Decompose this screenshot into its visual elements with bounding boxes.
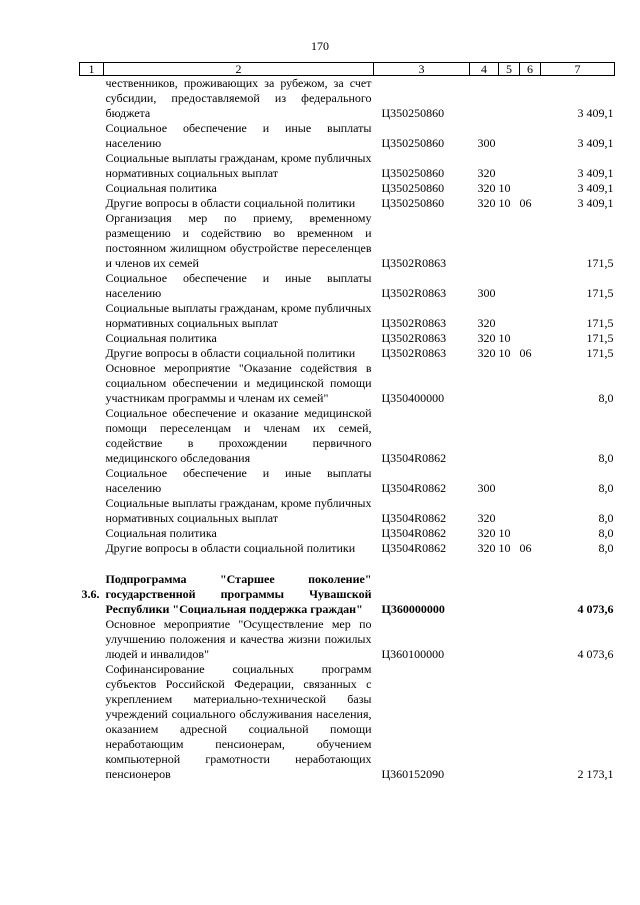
row-number <box>80 466 104 496</box>
table-row <box>80 662 615 782</box>
row-section: 10 <box>498 181 511 195</box>
row-amount: 3 409,1 <box>577 136 614 150</box>
row-description: Другие вопросы в области социальной политики <box>105 541 356 555</box>
column-header-2: 2 <box>104 63 374 76</box>
table-row <box>80 196 615 211</box>
row-amount: 3 409,1 <box>577 106 614 120</box>
row-expense-type: 320 <box>477 526 496 540</box>
table-row <box>80 151 615 181</box>
table-row <box>80 496 615 526</box>
row-expense-type: 320 <box>477 346 496 360</box>
row-expense-type: 320 <box>477 196 496 210</box>
row-code: Ц3504R0862 <box>381 541 447 555</box>
row-section: 10 <box>498 346 511 360</box>
section-spacer <box>80 556 615 572</box>
table-row <box>80 271 615 301</box>
row-code: Ц350400000 <box>381 391 445 405</box>
table-header-row <box>80 63 615 76</box>
row-section <box>499 211 520 271</box>
row-subsection <box>520 181 541 196</box>
row-number <box>80 76 104 122</box>
row-section <box>499 271 520 301</box>
row-code: Ц3502R0863 <box>381 346 447 360</box>
row-expense-type <box>470 662 499 782</box>
row-number <box>80 331 104 346</box>
row-section <box>499 151 520 181</box>
row-description: Социальное обеспечение и иные выплаты населению <box>105 466 372 495</box>
row-subsection <box>520 526 541 541</box>
row-subsection <box>520 331 541 346</box>
row-description: Социальное обеспечение и оказание медицинской помощи переселенцам и членам их семей, содействие в прохождении первичного медицинского обследования <box>105 406 372 465</box>
row-code: Ц350250860 <box>381 106 445 120</box>
row-description: Социальная политика <box>105 331 217 345</box>
row-code: Ц3502R0863 <box>381 331 447 345</box>
row-subsection <box>520 301 541 331</box>
table-row <box>80 301 615 331</box>
row-section <box>499 572 520 617</box>
row-subsection <box>520 572 541 617</box>
row-amount: 8,0 <box>598 541 614 555</box>
row-expense-type: 320 <box>477 511 496 525</box>
row-expense-type <box>470 406 499 466</box>
column-header-3: 3 <box>374 63 470 76</box>
row-code: Ц3504R0862 <box>381 451 447 465</box>
row-amount: 171,5 <box>586 286 614 300</box>
row-description: Основное мероприятие "Оказание содействия в социальном обеспечении и медицинской помощи участникам программы и членам их семей" <box>105 361 372 405</box>
row-section: 10 <box>498 196 511 210</box>
row-subsection <box>520 211 541 271</box>
row-description: Другие вопросы в области социальной политики <box>105 346 356 360</box>
table-row <box>80 466 615 496</box>
row-section <box>499 301 520 331</box>
row-expense-type: 320 <box>477 316 496 330</box>
row-number <box>80 211 104 271</box>
row-expense-type: 320 <box>477 541 496 555</box>
row-code: Ц360000000 <box>381 602 445 616</box>
row-number <box>80 496 104 526</box>
row-subsection <box>520 406 541 466</box>
row-description: Социальное обеспечение и иные выплаты населению <box>105 121 372 150</box>
row-number <box>80 662 104 782</box>
row-section <box>499 406 520 466</box>
row-subsection <box>520 271 541 301</box>
table-row <box>80 76 615 122</box>
row-section <box>499 76 520 122</box>
row-expense-type <box>470 211 499 271</box>
table-row <box>80 121 615 151</box>
row-amount: 171,5 <box>586 346 614 360</box>
row-subsection: 06 <box>519 196 532 210</box>
column-header-7: 7 <box>541 63 615 76</box>
row-description: Социальные выплаты гражданам, кроме публичных нормативных социальных выплат <box>105 301 372 330</box>
row-number <box>80 181 104 196</box>
row-section <box>499 496 520 526</box>
row-expense-type: 300 <box>477 286 496 300</box>
row-code: Ц3504R0862 <box>381 481 447 495</box>
row-number <box>80 617 104 662</box>
row-section: 10 <box>498 541 511 555</box>
table-row <box>80 526 615 541</box>
row-code: Ц3504R0862 <box>381 526 447 540</box>
subprogram-row <box>80 572 615 617</box>
row-subsection <box>520 121 541 151</box>
row-amount: 171,5 <box>586 316 614 330</box>
row-amount: 3 409,1 <box>577 196 614 210</box>
row-section <box>499 466 520 496</box>
row-number: 3.6. <box>81 587 100 601</box>
row-section: 10 <box>498 526 511 540</box>
row-expense-type: 300 <box>477 136 496 150</box>
row-expense-type <box>470 617 499 662</box>
row-number <box>80 301 104 331</box>
column-header-4: 4 <box>470 63 499 76</box>
row-number <box>80 196 104 211</box>
row-subsection <box>520 466 541 496</box>
row-subsection <box>520 151 541 181</box>
row-subsection: 06 <box>519 541 532 555</box>
row-subsection <box>520 662 541 782</box>
page-number: 170 <box>311 39 329 53</box>
row-code: Ц360100000 <box>381 647 445 661</box>
row-expense-type <box>470 76 499 122</box>
row-section <box>499 361 520 406</box>
row-description: Основное мероприятие "Осуществление мер по улучшению положения и качества жизни пожилых людей и инвалидов" <box>105 617 372 661</box>
column-header-5: 5 <box>499 63 520 76</box>
row-number <box>80 121 104 151</box>
row-amount: 171,5 <box>586 331 614 345</box>
table-row <box>80 346 615 361</box>
row-description: Социальная политика <box>105 181 217 195</box>
row-expense-type: 320 <box>477 166 496 180</box>
row-description: Социальная политика <box>105 526 217 540</box>
row-section: 10 <box>498 331 511 345</box>
row-description: Софинансирование социальных программ субъектов Российской Федерации, связанных с укреплением материально-технической базы учреждений социального обслуживания населения, оказанием адресной социальной помощи неработающим пенсионерам, обучением компьютерной грамотности неработающих пенсионеров <box>105 662 372 781</box>
row-section <box>499 121 520 151</box>
row-number <box>80 406 104 466</box>
row-number <box>80 526 104 541</box>
table-row <box>80 331 615 346</box>
row-code: Ц3502R0863 <box>381 286 447 300</box>
table-row <box>80 361 615 406</box>
column-header-6: 6 <box>520 63 541 76</box>
row-subsection <box>520 76 541 122</box>
row-code: Ц350250860 <box>381 166 445 180</box>
row-description: Другие вопросы в области социальной политики <box>105 196 356 210</box>
row-code: Ц3504R0862 <box>381 511 447 525</box>
row-amount: 3 409,1 <box>577 181 614 195</box>
row-number <box>80 151 104 181</box>
column-header-1: 1 <box>80 63 104 76</box>
row-number <box>80 361 104 406</box>
row-expense-type: 320 <box>477 181 496 195</box>
row-amount: 8,0 <box>598 526 614 540</box>
row-subsection <box>520 361 541 406</box>
row-subsection <box>520 496 541 526</box>
table-row <box>80 617 615 662</box>
row-amount: 8,0 <box>598 511 614 525</box>
row-amount: 2 173,1 <box>577 767 614 781</box>
row-description: Социальные выплаты гражданам, кроме публичных нормативных социальных выплат <box>105 496 372 525</box>
row-expense-type: 320 <box>477 331 496 345</box>
row-amount: 4 073,6 <box>577 647 614 661</box>
row-description: Организация мер по приему, временному размещению и содействию во временном и постоянном жилищном обустройстве переселенцев и членов их семей <box>105 211 372 270</box>
table-row <box>80 181 615 196</box>
row-description: чественников, проживающих за рубежом, за счет субсидии, предоставляемой из федерального бюджета <box>105 76 372 120</box>
row-expense-type: 300 <box>477 481 496 495</box>
table-row <box>80 406 615 466</box>
row-expense-type <box>470 572 499 617</box>
row-amount: 8,0 <box>598 391 614 405</box>
row-code: Ц360152090 <box>381 767 445 781</box>
row-description: Социальное обеспечение и иные выплаты населению <box>105 271 372 300</box>
row-code: Ц350250860 <box>381 136 445 150</box>
row-number <box>80 541 104 556</box>
row-description: Социальные выплаты гражданам, кроме публичных нормативных социальных выплат <box>105 151 372 180</box>
row-number <box>80 346 104 361</box>
row-subsection <box>520 617 541 662</box>
row-code: Ц3502R0863 <box>381 316 447 330</box>
row-section <box>499 662 520 782</box>
table-row <box>80 211 615 271</box>
row-amount: 4 073,6 <box>577 602 614 616</box>
budget-table <box>79 62 615 782</box>
row-amount: 3 409,1 <box>577 166 614 180</box>
row-code: Ц3502R0863 <box>381 256 447 270</box>
row-code: Ц350250860 <box>381 196 445 210</box>
row-expense-type <box>470 361 499 406</box>
row-number <box>80 271 104 301</box>
table-row <box>80 541 615 556</box>
row-amount: 8,0 <box>598 481 614 495</box>
row-section <box>499 617 520 662</box>
row-amount: 8,0 <box>598 451 614 465</box>
row-amount: 171,5 <box>586 256 614 270</box>
row-description: Подпрограмма "Старшее поколение" государственной программы Чувашской Республики "Социальная поддержка граждан" <box>105 572 372 616</box>
row-code: Ц350250860 <box>381 181 445 195</box>
row-subsection: 06 <box>519 346 532 360</box>
